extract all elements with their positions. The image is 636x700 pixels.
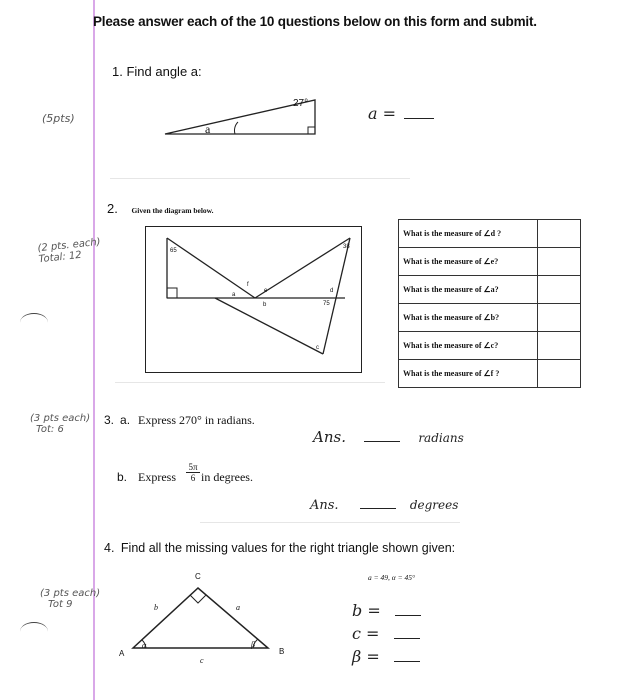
- table-question: What is the measure of ∠f ?: [399, 360, 538, 388]
- q3b-answer-blank[interactable]: [360, 508, 396, 509]
- q3b-numerator: 5π: [186, 462, 200, 473]
- q4-vertex-a: A: [119, 649, 125, 658]
- q1-answer-line: [368, 104, 434, 124]
- q2-label-f: f: [247, 282, 249, 288]
- q3b-ans-label: Ans.: [310, 498, 339, 513]
- table-answer-cell[interactable]: [538, 248, 581, 276]
- table-answer-cell[interactable]: [538, 220, 581, 248]
- q4-triangle-diagram: [128, 583, 278, 653]
- q4-answer-blank[interactable]: [395, 615, 421, 616]
- table-question: What is the measure of ∠a?: [399, 276, 538, 304]
- q4-text: Find all the missing values for the right triangle shown given:: [120, 541, 456, 555]
- q2-label-b: b: [263, 302, 267, 308]
- q3a-unit: radians: [418, 431, 464, 445]
- q1-points-note: (5pts): [42, 112, 75, 125]
- q3b-unit: degrees: [409, 498, 459, 512]
- q1-number: 1.: [112, 64, 123, 79]
- q3b-prompt: [117, 470, 176, 485]
- q2-diagonal-4: [323, 238, 350, 354]
- q4-answer-beta: [352, 646, 421, 669]
- form-instruction: Please answer each of the 10 questions below on this form and submit.: [93, 14, 537, 29]
- margin-mark: [20, 313, 48, 332]
- q2-points-note: (2 pts. each) Total: 12: [37, 236, 102, 266]
- table-row: [399, 276, 581, 304]
- q2-number: 2.: [107, 201, 118, 216]
- q3a-ans-label: Ans.: [313, 428, 346, 446]
- q3b-suffix: in degrees.: [201, 470, 253, 484]
- q4-answer-label: c =: [352, 624, 380, 643]
- q3a-label: a.: [120, 413, 131, 427]
- q4-side-c: c: [200, 656, 204, 665]
- q3b-label: b.: [117, 470, 128, 484]
- table-question: What is the measure of ∠b?: [399, 304, 538, 332]
- q1-answer-label: a =: [368, 104, 397, 123]
- q2-label-65: 65: [170, 248, 177, 254]
- q2-label-75: 75: [323, 301, 330, 307]
- q2-diagram: [145, 226, 360, 371]
- q3b-denominator: 6: [190, 473, 196, 483]
- q3a-answer-line: [313, 428, 464, 446]
- q1-right-angle-mark: [308, 127, 315, 134]
- q2-label-38: 38: [343, 244, 350, 250]
- q2-label-d: d: [330, 288, 334, 294]
- q3b-answer-line: [310, 497, 458, 513]
- q4-side-b: b: [154, 603, 158, 612]
- table-row: [399, 332, 581, 360]
- q2-right-angle-mark: [167, 288, 177, 298]
- q4-answer-label: b =: [352, 601, 381, 620]
- q4-prompt: [104, 541, 455, 555]
- q1-angle-27-label: 27°: [293, 98, 309, 109]
- margin-mark: [20, 622, 48, 641]
- divider: [200, 522, 460, 523]
- table-row: [399, 248, 581, 276]
- table-answer-cell[interactable]: [538, 304, 581, 332]
- q4-vertex-b: B: [279, 647, 285, 656]
- q3b-prefix: Express: [138, 470, 177, 484]
- q3-points-note: (3 pts each) Tot: 6: [30, 413, 91, 435]
- q3a-text: Express 270° in radians.: [138, 413, 255, 427]
- q4-vertex-c: C: [195, 572, 201, 581]
- q2-label-e: e: [264, 288, 268, 294]
- q4-answer-blank[interactable]: [394, 638, 420, 639]
- q4-answer-label: β =: [352, 647, 380, 666]
- q1-answer-blank[interactable]: [404, 118, 434, 119]
- q1-angle-a-arc: [234, 122, 238, 134]
- table-answer-cell[interactable]: [538, 360, 581, 388]
- q3a-answer-blank[interactable]: [364, 441, 400, 442]
- table-question: What is the measure of ∠e?: [399, 248, 538, 276]
- table-answer-cell[interactable]: [538, 276, 581, 304]
- q1-angle-a-label: a: [205, 122, 211, 136]
- q4-triangle: [133, 588, 268, 648]
- q4-answers: [352, 600, 421, 669]
- q1-text: Find angle a:: [126, 64, 202, 79]
- q2-prompt: [107, 201, 214, 216]
- q2-text: Given the diagram below.: [131, 206, 214, 215]
- q4-answer-c: [352, 623, 421, 646]
- q2-label-c: c: [316, 345, 319, 351]
- table-row: [399, 220, 581, 248]
- q3b-fraction: [186, 462, 200, 483]
- table-answer-cell[interactable]: [538, 332, 581, 360]
- q2-diagonal-2: [255, 238, 350, 298]
- q4-angle-beta: β: [251, 640, 255, 649]
- divider: [115, 382, 385, 383]
- table-question: What is the measure of ∠c?: [399, 332, 538, 360]
- table-question: What is the measure of ∠d ?: [399, 220, 538, 248]
- q2-label-a: a: [232, 292, 236, 298]
- q2-answer-table: [398, 219, 581, 388]
- table-row: [399, 304, 581, 332]
- q3a-prompt: [104, 413, 255, 428]
- q1-prompt: [112, 64, 202, 79]
- q4-answer-b: [352, 600, 421, 623]
- table-row: [399, 360, 581, 388]
- q4-given-values: a = 49, α = 45°: [368, 573, 416, 582]
- q2-diagonal-1: [167, 238, 255, 298]
- q4-number: 4.: [104, 541, 115, 555]
- q4-side-a: a: [236, 603, 240, 612]
- q2-diagonal-3: [215, 298, 323, 354]
- q3-number: 3.: [104, 413, 115, 427]
- q4-angle-alpha: α: [142, 641, 147, 650]
- q4-points-note: (3 pts each) Tot 9: [40, 588, 101, 610]
- q4-right-angle-mark: [190, 595, 206, 603]
- q4-answer-blank[interactable]: [394, 661, 420, 662]
- divider: [110, 178, 410, 179]
